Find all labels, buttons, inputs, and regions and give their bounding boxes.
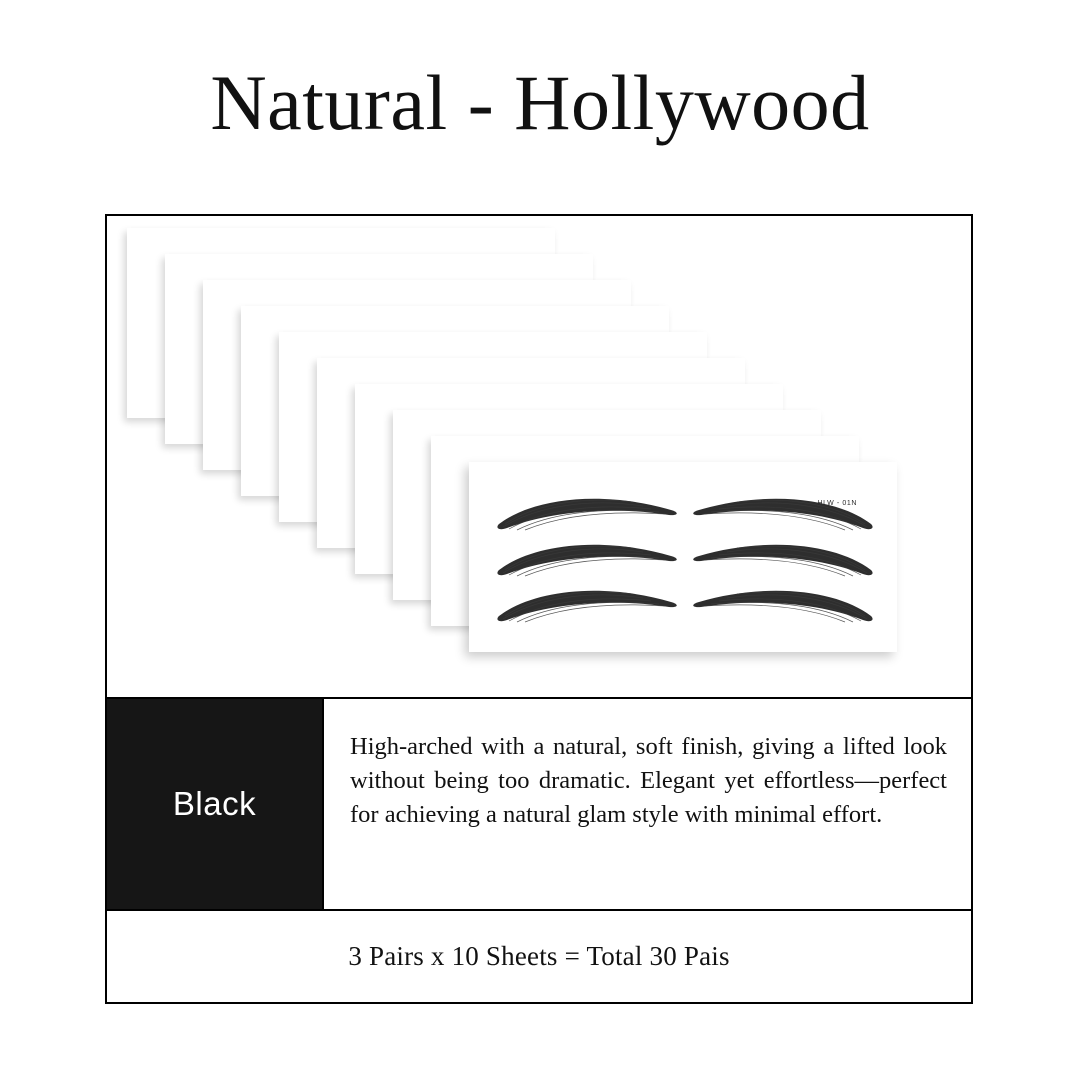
page-title: Natural - Hollywood	[210, 59, 870, 146]
brow-illustration-icon	[469, 462, 897, 652]
product-image-area	[107, 216, 971, 699]
product-card	[105, 214, 973, 1004]
sheet-code-label: HLW - 01N	[817, 500, 857, 507]
color-and-description-row	[107, 699, 971, 911]
brow-sheet-art	[469, 462, 897, 652]
description-block	[322, 699, 971, 909]
sheet-stack	[107, 216, 971, 697]
quantity-footer	[107, 911, 971, 1001]
brow-sheet-front	[469, 462, 897, 652]
quantity-text: 3 Pairs x 10 Sheets = Total 30 Pais	[348, 940, 730, 971]
description-text: High-arched with a natural, soft finish, giving a lifted look without being too dramatic. Elegant yet effortless—perfect for achieving a natural glam style with minimal effort.	[350, 733, 947, 828]
color-swatch-block	[107, 699, 322, 909]
color-label: Black	[172, 785, 257, 822]
